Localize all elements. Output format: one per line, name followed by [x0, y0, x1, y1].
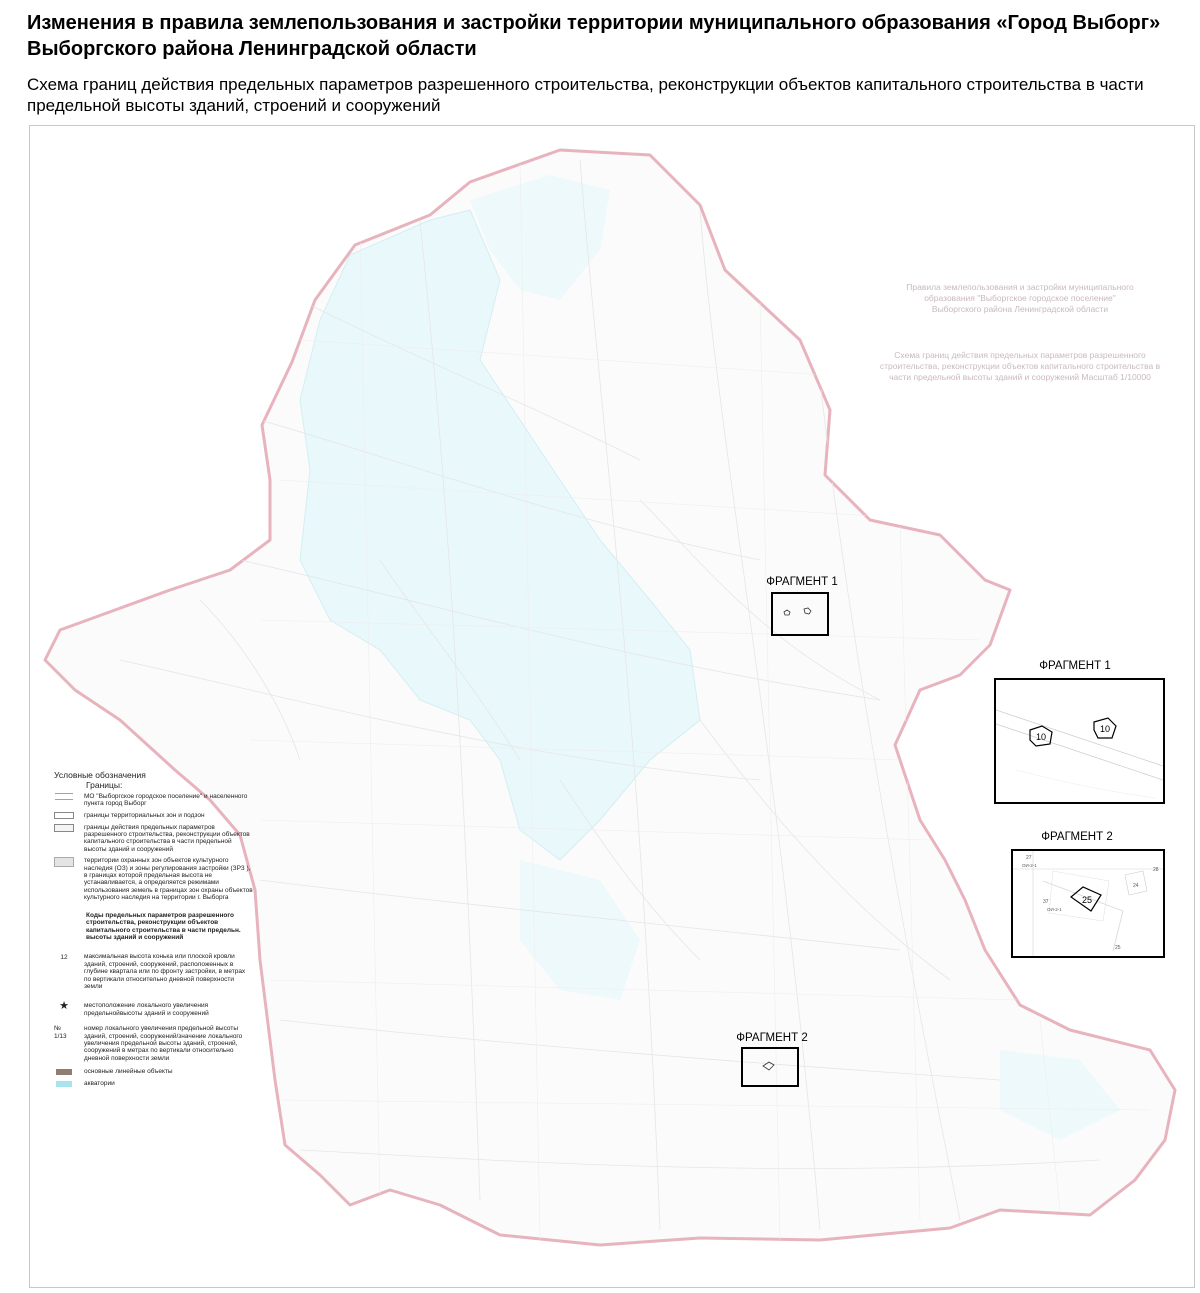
svg-text:27: 27: [1026, 855, 1032, 861]
legend-item: МО "Выборгское городское поселение" и населенного пункта город Выборг: [54, 793, 254, 808]
legend-item: ★ местоположение локального увеличения предельнойвысоты зданий и сооружений: [54, 1002, 254, 1017]
height-code-symbol: 12: [60, 953, 68, 961]
boundary-swatch: [55, 793, 73, 800]
svg-text:ОИ-2-1: ОИ-2-1: [1022, 863, 1037, 868]
fragment2-locator-box[interactable]: [741, 1047, 799, 1087]
fragment2-inset-label: ФРАГМЕНТ 2: [1041, 831, 1113, 843]
legend-item: основные линейные объекты: [54, 1068, 254, 1076]
legend-item: границы территориальных зон и подзон: [54, 812, 254, 820]
linear-objects-swatch: [56, 1069, 72, 1075]
map-legend: [54, 772, 254, 1092]
protection-zone-swatch: [54, 857, 74, 867]
svg-text:24: 24: [1133, 883, 1139, 889]
local-increase-symbol: № 1/13: [54, 1025, 67, 1040]
legend-title: Условные обозначения: [54, 770, 146, 780]
legend-item: территории охранных зон объектов культурного наследия (ОЗ) и зоны регулирования застройки (ЗРЗ ), в границах которой предельная высота не устанавливается, а определяется режимами использования земель в границах зон охраны объектов культурного наследия на территории г. Выборга: [54, 857, 254, 901]
legend-codes-heading: Коды предельных параметров разрешенного строительства, реконструкции объектов капитального строительства в части предельн. высоты зданий и сооружений: [86, 911, 241, 941]
svg-text:ОИ-2-1: ОИ-2-1: [1047, 907, 1062, 912]
svg-text:28: 28: [1153, 867, 1159, 873]
limit-swatch: [54, 824, 74, 832]
height-code-2: 10: [1099, 724, 1111, 734]
legend-item: границы действия предельных параметров разрешенного строительства, реконструкции объектов капитального строительства в части предельной высоты зданий и сооружений: [54, 824, 254, 854]
svg-text:37: 37: [1043, 899, 1049, 905]
legend-subtitle: Границы:: [86, 780, 123, 791]
height-code-1: 10: [1035, 732, 1047, 742]
fragment1-inset[interactable]: [994, 678, 1165, 804]
fragment1-locator-label: ФРАГМЕНТ 1: [766, 576, 838, 588]
fragment2-inset-map: [1013, 851, 1163, 956]
fragment1-locator-box[interactable]: [771, 592, 829, 636]
svg-text:25: 25: [1115, 945, 1121, 951]
watermark-scale: Схема границ действия предельных параметров разрешенного строительства, реконструкции объектов капитального строительства в части предельной высоты зданий и сооружений Масштаб 1/10000: [879, 350, 1161, 382]
watermark-title: Правила землепользования и застройки муниципального образования "Выборгское городское поселение" Выборгского района Ленинградской области: [906, 282, 1134, 314]
star-icon: ★: [59, 999, 69, 1012]
legend-item: № 1/13 номер локального увеличения предельной высоты зданий, строений, сооружений/значение локального увеличения предельной высоты зданий, строений, сооружений в метрах по вертикали относительно дневной поверхности земли: [54, 1025, 243, 1062]
map-title: Изменения в правила землепользования и застройки территории муниципального образования «Город Выборг» Выборгского района Ленинградской области: [27, 12, 1161, 60]
map-subtitle: Схема границ действия предельных параметров разрешенного строительства, реконструкции объектов капитального строительства в части предельной высоты зданий, строений и сооружений: [27, 75, 1144, 115]
water-swatch: [56, 1081, 72, 1087]
legend-item: акватории: [54, 1080, 254, 1088]
zone-swatch: [54, 812, 74, 819]
fragment2-inset[interactable]: [1011, 849, 1165, 958]
fragment1-inset-label: ФРАГМЕНТ 1: [1039, 660, 1111, 672]
legend-item: 12 максимальная высота конька или плоской кровли зданий, строений, сооружений, расположенных в глубине квартала или по фронту застройки, в метрах по вертикали относительно дневной поверхности земли: [54, 953, 254, 990]
height-code-fragment2: 25: [1081, 895, 1093, 905]
fragment2-locator-label: ФРАГМЕНТ 2: [736, 1032, 808, 1044]
fragment1-inset-map: [996, 680, 1163, 802]
